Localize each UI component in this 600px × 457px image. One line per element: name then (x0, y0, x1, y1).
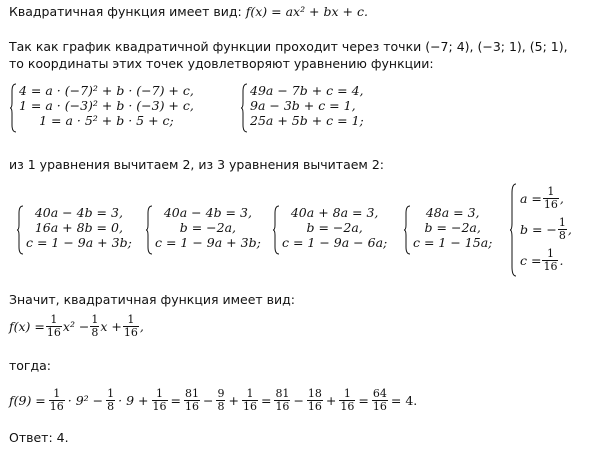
system-5-eq-1: 40a + 8a = 3, (290, 205, 379, 220)
fraction-denominator: 16 (543, 260, 558, 273)
answer: Ответ: 4. (9, 430, 69, 445)
system-7-c-lhs: c = (520, 253, 542, 268)
fraction-numerator: 9 (217, 386, 225, 400)
formula-term-1: x² − (62, 318, 90, 334)
fraction-numerator: 1 (107, 386, 115, 400)
fraction-numerator: 1 (343, 386, 351, 400)
calc-result: = 4. (390, 392, 418, 408)
fraction-numerator: 1 (127, 312, 135, 326)
brace-icon (404, 205, 411, 255)
system-7-eq-c (520, 245, 572, 276)
calc-op: = (260, 392, 272, 408)
fraction-denominator: 8 (91, 325, 99, 339)
fraction-numerator: 1 (246, 386, 254, 400)
system-4 (146, 205, 261, 255)
formula-lhs: f(x) = (9, 318, 45, 334)
system-6-eq-1: 48a = 3, (425, 205, 480, 220)
calc-op: + (325, 392, 337, 408)
fraction-denominator: 16 (152, 399, 167, 413)
fraction-denominator: 16 (49, 399, 64, 413)
brace-icon (241, 83, 248, 133)
calc-op: · 9² − (67, 392, 104, 408)
calc-lhs: f(9) = (9, 392, 46, 408)
system-6 (404, 205, 492, 255)
fraction-denominator: 16 (275, 399, 290, 413)
fraction-denominator: 8 (558, 229, 566, 242)
system-6-eq-2: b = −2a, (424, 220, 481, 235)
calc-op: = (170, 392, 181, 408)
system-4-eq-1: 40a − 4b = 3, (163, 205, 252, 220)
system-2-eq-3: 25a + 5b + c = 1; (250, 113, 364, 128)
calc-op: = (358, 392, 369, 408)
brace-icon (510, 183, 517, 277)
formula-term-2: x + (100, 318, 122, 334)
intro-line (9, 4, 368, 19)
system-7-b-lhs: b = − (520, 222, 557, 237)
system-5-eq-3: c = 1 − 9a − 6a; (282, 235, 388, 250)
system-2-eq-2: 9a − 3b + c = 1, (250, 98, 356, 113)
system-3-eq-1: 40a − 4b = 3, (34, 205, 123, 220)
fraction-denominator: 16 (543, 198, 558, 211)
system-1-eq-1: 4 = a · (−7)² + b · (−7) + c, (19, 83, 194, 98)
system-3-eq-2: 16a + 8b = 0, (34, 220, 123, 235)
brace-icon (146, 205, 153, 255)
fraction-denominator: 16 (46, 325, 61, 339)
brace-icon (273, 205, 280, 255)
then-text: тогда: (9, 358, 52, 373)
intro-formula: f(x) = ax² + bx + c. (245, 4, 368, 19)
fraction-denominator: 16 (184, 399, 199, 413)
brace-icon (17, 205, 24, 255)
fraction-numerator: 81 (275, 386, 290, 400)
step-text: из 1 уравнения вычитаем 2, из 3 уравнения вычитаем 2: (9, 157, 384, 172)
fraction-numerator: 1 (91, 312, 99, 326)
system-7-a-lhs: a = (520, 191, 542, 206)
fraction-denominator: 16 (242, 399, 257, 413)
system-3-eq-3: c = 1 − 9a + 3b; (26, 235, 132, 250)
system-6-eq-3: c = 1 − 15a; (413, 235, 493, 250)
system-7-b-end: , (567, 222, 572, 237)
system-5-eq-2: b = −2a, (306, 220, 363, 235)
fraction-numerator: 1 (50, 312, 58, 326)
fraction-numerator: 1 (156, 386, 163, 400)
system-3 (17, 205, 132, 255)
brace-icon (10, 83, 17, 133)
system-7-eq-b (520, 214, 572, 245)
system-7-a-end: , (559, 191, 564, 206)
fraction-denominator: 16 (307, 399, 322, 413)
fraction-numerator: 1 (546, 247, 554, 261)
fraction-numerator: 1 (53, 386, 61, 400)
system-1-eq-3: 1 = a · 5² + b · 5 + c; (39, 113, 174, 128)
points-line-1: Так как график квадратичной функции проходит через точки (−7; 4), (−3; 1), (5; 1), (9, 39, 568, 54)
fraction-numerator: 81 (184, 386, 199, 400)
system-7-c-end: . (559, 253, 564, 268)
fraction-denominator: 16 (123, 325, 138, 339)
calc-op: + (228, 392, 239, 408)
fraction-denominator: 8 (107, 399, 115, 413)
fraction-numerator: 18 (307, 386, 322, 400)
fraction-numerator: 1 (547, 185, 555, 199)
fraction-denominator: 8 (217, 399, 225, 413)
calc-op: − (202, 392, 214, 408)
system-2-eq-1: 49a − 7b + c = 4, (250, 83, 364, 98)
system-7 (510, 183, 572, 277)
quadratic-function-formula (9, 311, 144, 341)
intro-text: Квадратичная функция имеет вид: (9, 4, 242, 19)
system-5 (273, 205, 387, 255)
system-1-eq-2: 1 = a · (−3)² + b · (−3) + c, (19, 98, 194, 113)
points-line-2: то координаты этих точек удовлетворяют уравнению функции: (9, 56, 434, 71)
system-1 (10, 83, 194, 133)
calc-op: · 9 + (118, 392, 149, 408)
formula-end: , (139, 318, 144, 334)
fraction-denominator: 16 (372, 399, 387, 413)
system-4-eq-2: b = −2a, (179, 220, 237, 235)
fraction-denominator: 16 (340, 399, 355, 413)
calc-op: − (293, 392, 304, 408)
conclusion-text: Значит, квадратичная функция имеет вид: (9, 292, 295, 307)
system-4-eq-3: c = 1 − 9a + 3b; (155, 235, 261, 250)
fraction-numerator: 64 (372, 386, 387, 400)
system-7-eq-a (520, 183, 572, 214)
fraction-numerator: 1 (558, 216, 566, 230)
system-2 (241, 83, 364, 133)
calculation (9, 385, 417, 415)
